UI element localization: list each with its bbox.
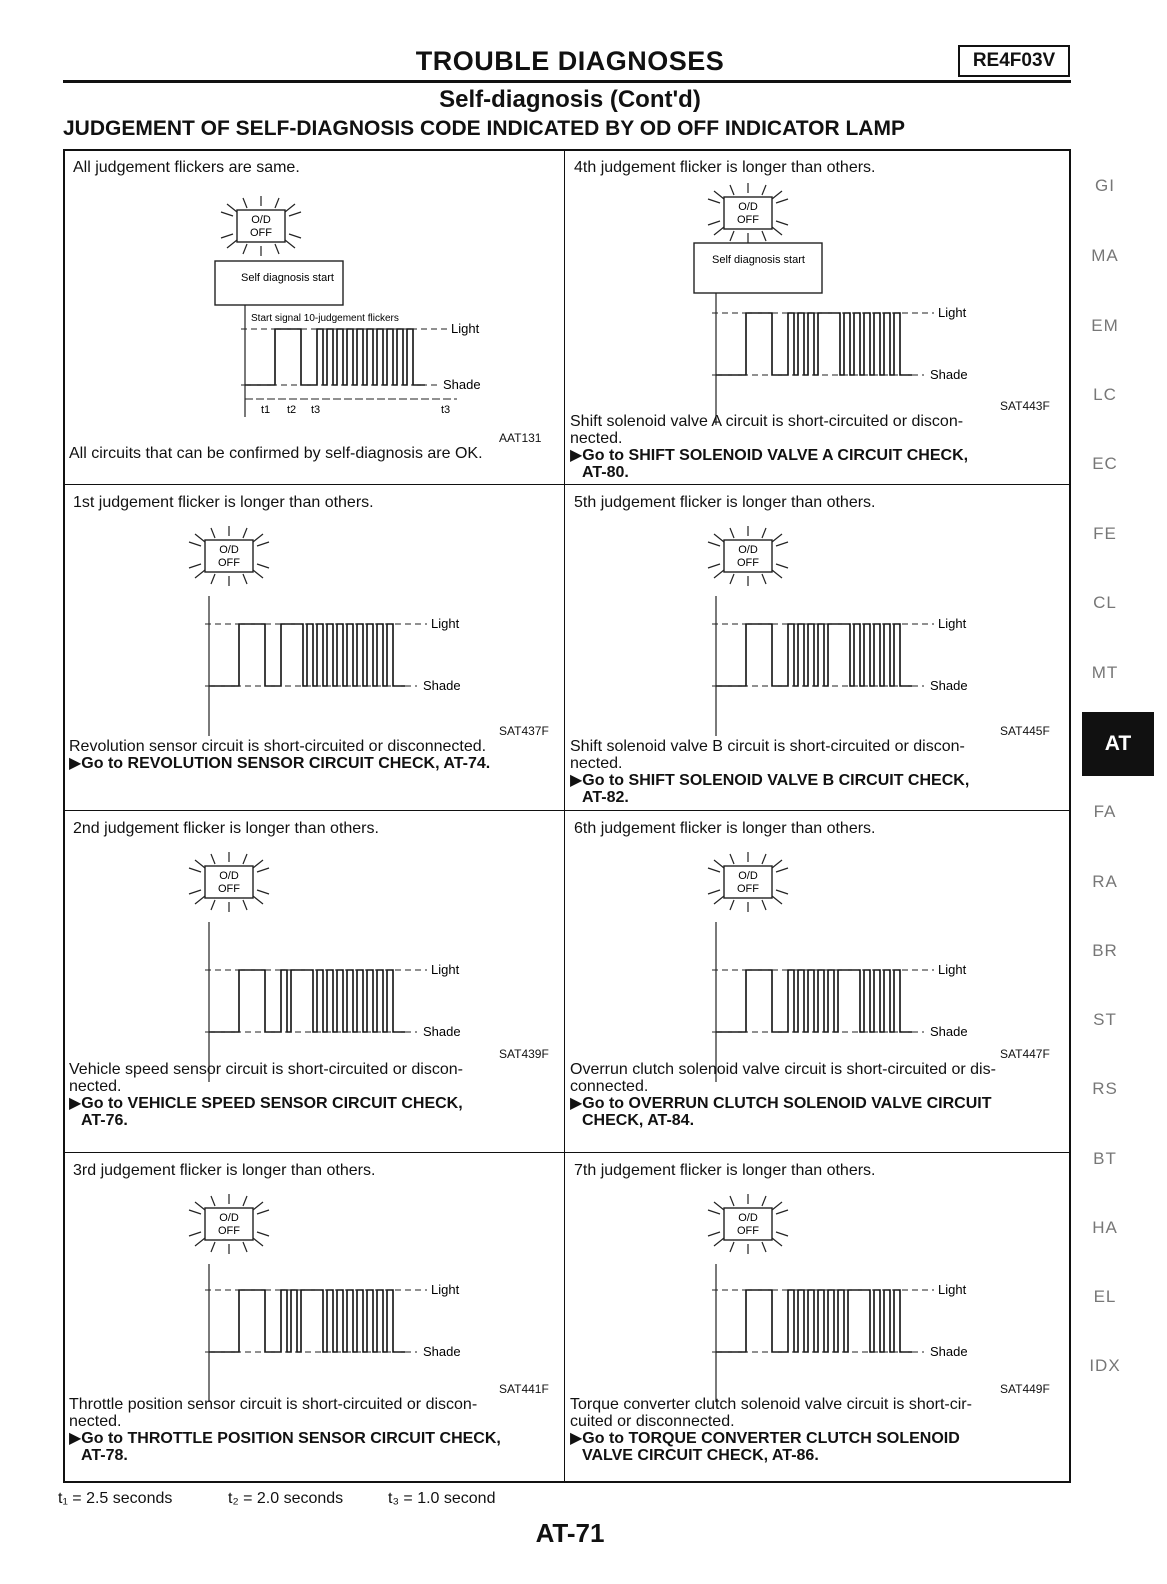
sidebar-tab[interactable]: ST [1093, 1010, 1117, 1029]
lamp-ray [243, 900, 247, 910]
lamp-ray [730, 185, 734, 195]
diagnosis-description: Overrun clutch solenoid valve circuit is short-circuited or dis- [570, 1061, 996, 1078]
timing-label-t3: t3 [311, 404, 321, 416]
lamp-ray [714, 896, 724, 904]
flicker-diagram [69, 149, 569, 484]
lamp-ray [730, 900, 734, 910]
shade-label: Shade [423, 1024, 461, 1039]
section-subtitle: Self-diagnosis (Cont'd) [439, 86, 701, 113]
lamp-ray [253, 1202, 263, 1210]
lamp-ray [714, 191, 724, 199]
go-to-check-reference: ▶Go to THROTTLE POSITION SENSOR CIRCUIT CHECK, [69, 1430, 501, 1447]
sidebar-tab[interactable]: EL [1093, 1287, 1117, 1306]
flicker-diagram [570, 484, 1070, 810]
cell-heading: 4th judgement flicker is longer than others. [574, 159, 876, 176]
go-to-check-page: AT-78. [81, 1447, 128, 1464]
lamp-ray [772, 570, 782, 578]
lamp-ray [772, 191, 782, 199]
diagnosis-cell [69, 1152, 569, 1483]
lamp-ray [253, 896, 263, 904]
lamp-ray [257, 890, 269, 894]
go-to-check-page: AT-80. [582, 464, 629, 481]
diagnosis-description: Revolution sensor circuit is short-circuited or disconnected. [69, 738, 487, 755]
diagnosis-description: Throttle position sensor circuit is short-circuited or discon- [69, 1396, 478, 1413]
flicker-waveform [716, 970, 912, 1032]
sidebar-tab[interactable]: HA [1092, 1218, 1118, 1237]
lamp-ray [195, 1202, 205, 1210]
lamp-ray [762, 854, 766, 864]
flicker-diagram [570, 149, 1070, 484]
go-to-check-page: VALVE CIRCUIT CHECK, AT-86. [582, 1447, 819, 1464]
lamp-ray [195, 534, 205, 542]
figure-id: SAT449F [1000, 1382, 1050, 1396]
lamp-ray [776, 199, 788, 203]
diagnosis-description-cont: nected. [570, 755, 623, 772]
lamp-ray [730, 1242, 734, 1252]
lamp-label-od: O/D [219, 870, 239, 882]
lamp-ray [730, 528, 734, 538]
lamp-ray [776, 542, 788, 546]
lamp-ray [708, 564, 720, 568]
go-to-check-reference: ▶Go to REVOLUTION SENSOR CIRCUIT CHECK, AT-74. [69, 755, 491, 772]
go-to-check-page: CHECK, AT-84. [582, 1112, 695, 1129]
lamp-label-off: OFF [737, 214, 759, 226]
figure-id: SAT439F [499, 1047, 549, 1061]
lamp-ray [227, 240, 237, 248]
lamp-ray [708, 199, 720, 203]
lamp-ray [195, 860, 205, 868]
lamp-ray [776, 868, 788, 872]
go-to-check-reference: ▶Go to SHIFT SOLENOID VALVE A CIRCUIT CHECK, [570, 447, 969, 464]
shade-label: Shade [930, 678, 968, 693]
lamp-label-od: O/D [251, 214, 271, 226]
shade-label: Shade [423, 678, 461, 693]
figure-id: SAT437F [499, 724, 549, 738]
lamp-ray [708, 1232, 720, 1236]
lamp-label-off: OFF [250, 227, 272, 239]
sidebar-tab[interactable]: LC [1093, 385, 1117, 404]
diagnosis-cell [570, 1152, 1070, 1483]
lamp-ray [211, 528, 215, 538]
lamp-label-off: OFF [218, 557, 240, 569]
lamp-ray [762, 900, 766, 910]
lamp-ray [772, 534, 782, 542]
page-title: TROUBLE DIAGNOSES [415, 46, 725, 76]
lamp-ray [714, 570, 724, 578]
flicker-waveform [245, 329, 425, 385]
diagnosis-description-cont: nected. [69, 1078, 122, 1095]
start-box-label: Self diagnosis start [712, 254, 805, 266]
lamp-ray [243, 1242, 247, 1252]
lamp-ray [221, 212, 233, 216]
shade-label: Shade [930, 1344, 968, 1359]
lamp-label-od: O/D [219, 544, 239, 556]
lamp-ray [776, 564, 788, 568]
lamp-ray [211, 900, 215, 910]
diagnosis-cell [69, 149, 569, 484]
lamp-ray [211, 574, 215, 584]
sidebar-tab[interactable]: GI [1095, 176, 1115, 195]
lamp-ray [762, 574, 766, 584]
figure-id: SAT447F [1000, 1047, 1050, 1061]
lamp-ray [257, 542, 269, 546]
lamp-ray [708, 868, 720, 872]
lamp-ray [730, 854, 734, 864]
lamp-label-od: O/D [738, 201, 758, 213]
lamp-ray [257, 868, 269, 872]
light-label: Light [431, 616, 460, 631]
lamp-ray [762, 528, 766, 538]
lamp-ray [708, 890, 720, 894]
start-box-label: Self diagnosis start [241, 272, 334, 284]
footnote-t3: t₃ = 1.0 second [388, 1490, 496, 1507]
lamp-ray [730, 1196, 734, 1206]
sidebar-tab[interactable]: CL [1093, 593, 1117, 612]
go-to-check-reference: ▶Go to SHIFT SOLENOID VALVE B CIRCUIT CHECK, [570, 772, 970, 789]
diagnosis-description: Shift solenoid valve A circuit is short-circuited or discon- [570, 413, 964, 430]
go-to-check-reference: ▶Go to VEHICLE SPEED SENSOR CIRCUIT CHECK, [69, 1095, 463, 1112]
lamp-ray [243, 574, 247, 584]
lamp-ray [243, 198, 247, 208]
sidebar-tab[interactable]: FA [1093, 802, 1117, 821]
diagnosis-description: Torque converter clutch solenoid valve circuit is short-cir- [570, 1396, 972, 1413]
shade-label: Shade [443, 377, 481, 392]
go-to-check-reference: ▶Go to OVERRUN CLUTCH SOLENOID VALVE CIRCUIT [570, 1095, 992, 1112]
lamp-label-od: O/D [219, 1212, 239, 1224]
diagnosis-description-cont: connected. [570, 1078, 649, 1095]
footnote-t2: t₂ = 2.0 seconds [228, 1490, 344, 1507]
diagnosis-description-cont: nected. [69, 1413, 122, 1430]
cell-heading: 2nd judgement flicker is longer than others. [73, 820, 379, 837]
lamp-ray [195, 570, 205, 578]
lamp-ray [714, 534, 724, 542]
lamp-label-off: OFF [737, 1225, 759, 1237]
lamp-label-od: O/D [738, 870, 758, 882]
lamp-ray [714, 1202, 724, 1210]
lamp-ray [211, 854, 215, 864]
lamp-ray [227, 204, 237, 212]
lamp-ray [762, 1242, 766, 1252]
lamp-ray [772, 1238, 782, 1246]
lamp-ray [253, 534, 263, 542]
lamp-ray [243, 244, 247, 254]
go-to-check-reference: ▶Go to TORQUE CONVERTER CLUTCH SOLENOID [570, 1430, 960, 1447]
shade-label: Shade [930, 1024, 968, 1039]
lamp-ray [257, 1210, 269, 1214]
lamp-ray [762, 231, 766, 241]
lamp-ray [772, 896, 782, 904]
timing-label-t2: t2 [287, 404, 297, 416]
lamp-ray [243, 1196, 247, 1206]
sidebar-tab[interactable]: FE [1093, 524, 1117, 543]
diagnosis-cell [570, 484, 1070, 810]
diagnosis-cell [570, 810, 1070, 1152]
sidebar-tab[interactable]: MA [1091, 246, 1119, 265]
go-to-check-page: AT-82. [582, 789, 629, 806]
diagnosis-cell [570, 149, 1070, 484]
lamp-ray [776, 1232, 788, 1236]
model-code-badge: RE4F03V [958, 45, 1070, 77]
sidebar-tab[interactable]: EM [1091, 316, 1119, 335]
lamp-label-off: OFF [218, 883, 240, 895]
lamp-label-off: OFF [737, 557, 759, 569]
sidebar-tab[interactable]: RS [1092, 1079, 1118, 1098]
sidebar-tab[interactable]: IDX [1089, 1356, 1121, 1375]
sidebar-tab[interactable]: BR [1092, 941, 1118, 960]
lamp-ray [257, 1232, 269, 1236]
lamp-ray [708, 1210, 720, 1214]
lamp-ray [776, 1210, 788, 1214]
lamp-ray [776, 890, 788, 894]
lamp-ray [772, 1202, 782, 1210]
page-number: AT-71 [535, 1518, 605, 1548]
lamp-ray [772, 860, 782, 868]
light-label: Light [431, 1282, 460, 1297]
lamp-ray [776, 221, 788, 225]
lamp-ray [772, 227, 782, 235]
cell-heading: 7th judgement flicker is longer than others. [574, 1162, 876, 1179]
lamp-label-od: O/D [738, 544, 758, 556]
lamp-label-off: OFF [218, 1225, 240, 1237]
lamp-ray [253, 860, 263, 868]
figure-id: AAT131 [499, 431, 542, 445]
light-label: Light [431, 962, 460, 977]
lamp-ray [708, 542, 720, 546]
flicker-waveform [716, 624, 912, 686]
sidebar-tab[interactable]: RA [1092, 872, 1118, 891]
lamp-label-off: OFF [737, 883, 759, 895]
lamp-ray [289, 234, 301, 238]
lamp-ray [762, 185, 766, 195]
sidebar-tab-active[interactable]: AT [1082, 712, 1154, 776]
lamp-ray [730, 231, 734, 241]
diagnosis-cell [69, 484, 569, 810]
lamp-label-od: O/D [738, 1212, 758, 1224]
lamp-ray [189, 1232, 201, 1236]
lamp-ray [211, 1242, 215, 1252]
lamp-ray [189, 1210, 201, 1214]
flicker-waveform [209, 1290, 405, 1352]
lamp-ray [189, 564, 201, 568]
lamp-ray [285, 204, 295, 212]
lamp-ray [189, 868, 201, 872]
cell-heading: 5th judgement flicker is longer than others. [574, 494, 876, 511]
figure-id: SAT441F [499, 1382, 549, 1396]
lamp-ray [195, 896, 205, 904]
lamp-ray [189, 890, 201, 894]
cell-heading: 1st judgement flicker is longer than others. [73, 494, 374, 511]
section-heading: JUDGEMENT OF SELF-DIAGNOSIS CODE INDICATED BY OD OFF INDICATOR LAMP [63, 117, 905, 140]
sidebar-tab[interactable]: MT [1091, 663, 1119, 682]
light-label: Light [451, 321, 480, 336]
diagnosis-description-cont: nected. [570, 430, 623, 447]
diagnosis-description-cont: cuited or disconnected. [570, 1413, 735, 1430]
cell-heading: All judgement flickers are same. [73, 159, 300, 176]
lamp-ray [253, 570, 263, 578]
cell-heading: 6th judgement flicker is longer than others. [574, 820, 876, 837]
header-rule [63, 80, 1071, 83]
lamp-ray [714, 227, 724, 235]
flicker-waveform [716, 313, 912, 375]
lamp-ray [257, 564, 269, 568]
lamp-ray [285, 240, 295, 248]
diagnosis-description: Vehicle speed sensor circuit is short-circuited or discon- [69, 1061, 463, 1078]
diagnosis-cell [69, 810, 569, 1152]
start-box [694, 243, 822, 293]
lamp-ray [762, 1196, 766, 1206]
shade-label: Shade [423, 1344, 461, 1359]
lamp-ray [289, 212, 301, 216]
start-signal-label: Start signal 10-judgement flickers [251, 313, 399, 324]
light-label: Light [938, 1282, 967, 1297]
lamp-ray [195, 1238, 205, 1246]
cell-heading: 3rd judgement flicker is longer than others. [73, 1162, 376, 1179]
flicker-waveform [209, 624, 405, 686]
sidebar-tab[interactable]: EC [1092, 454, 1118, 473]
figure-id: SAT443F [1000, 399, 1050, 413]
shade-label: Shade [930, 367, 968, 382]
light-label: Light [938, 616, 967, 631]
light-label: Light [938, 962, 967, 977]
lamp-ray [714, 1238, 724, 1246]
timing-label-t3b: t3 [441, 404, 451, 416]
light-label: Light [938, 305, 967, 320]
timing-label-t1: t1 [261, 404, 271, 416]
figure-id: SAT445F [1000, 724, 1050, 738]
lamp-ray [189, 542, 201, 546]
footnote-t1: t₁ = 2.5 seconds [58, 1490, 173, 1507]
lamp-ray [253, 1238, 263, 1246]
flicker-waveform [209, 970, 405, 1032]
lamp-ray [708, 221, 720, 225]
lamp-ray [211, 1196, 215, 1206]
lamp-ray [243, 854, 247, 864]
flicker-waveform [716, 1290, 912, 1352]
lamp-ray [275, 198, 279, 208]
lamp-ray [221, 234, 233, 238]
lamp-ray [275, 244, 279, 254]
sidebar-tab[interactable]: BT [1093, 1149, 1117, 1168]
diagnosis-description: All circuits that can be confirmed by self-diagnosis are OK. [69, 445, 483, 462]
lamp-ray [243, 528, 247, 538]
diagnosis-description: Shift solenoid valve B circuit is short-circuited or discon- [570, 738, 965, 755]
lamp-ray [714, 860, 724, 868]
lamp-ray [730, 574, 734, 584]
go-to-check-page: AT-76. [81, 1112, 128, 1129]
